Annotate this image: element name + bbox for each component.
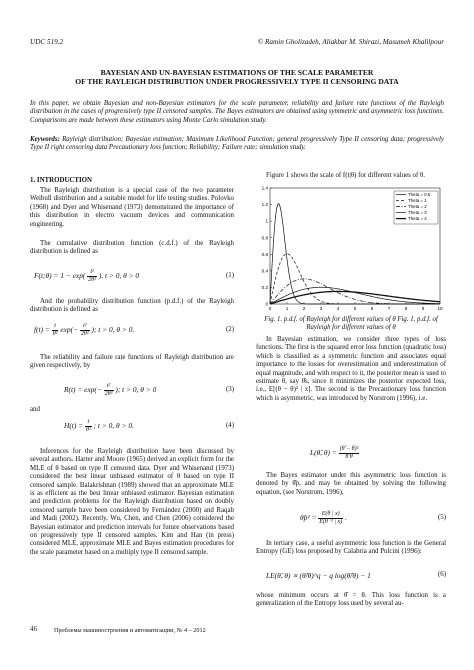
title-line-1: BAYESIAN AND UN-BAYESIAN ESTIMATIONS OF THE SCALE PARAMETER bbox=[100, 68, 374, 77]
x-tick-label: 4 bbox=[336, 306, 340, 311]
y-tick-label: 0.2 bbox=[261, 285, 268, 291]
figure-intro: Figure 1 shows the scale of f(t|θ) for different values of θ. bbox=[266, 172, 426, 179]
equation-5 bbox=[256, 504, 446, 532]
eq5-rhs: . bbox=[345, 513, 347, 523]
y-tick-label: 0.6 bbox=[261, 251, 268, 257]
abstract: In this paper, we obtain Bayesian and non-Bayesian estimators for the scale parameter, reliability and failure rate functions of the Rayleigh distribution in the cases of progressively type II censored samples. The Bayes estimators are obtained using symmetric and asymmetric loss functions. Comparisons are made between these estimators using Monte Carlo simulation study. bbox=[30, 100, 444, 124]
legend-label: Theta = 1 bbox=[408, 198, 427, 203]
eq4-den: θ² bbox=[86, 427, 91, 433]
y-tick-label: 1 bbox=[265, 218, 268, 224]
eq2-number: (2) bbox=[225, 326, 234, 333]
eq6-number: (6) bbox=[437, 571, 446, 578]
y-tick-label: 0.8 bbox=[261, 235, 268, 241]
eq3-den: 2θ² bbox=[104, 391, 113, 397]
eq2-rhs: ); t > 0, θ > 0. bbox=[91, 325, 135, 335]
eq3-num: t² bbox=[104, 383, 114, 391]
eq2-lhs: f(t) = bbox=[34, 325, 50, 335]
y-tick-label: 1.4 bbox=[261, 185, 268, 191]
author-line: © Ramin Gholizadeh, Aliakbar M. Shirazi, Masumeh Khalilpour bbox=[257, 38, 444, 46]
y-tick-label: 0 bbox=[265, 301, 268, 307]
x-tick-label: 9 bbox=[421, 306, 425, 311]
eq1-rhs: ), t > 0, θ > 0 bbox=[98, 271, 140, 281]
intro-paragraph-2: The cumulative distribution function (c.d.f.) of the Rayleigh distribution is defined as bbox=[30, 240, 234, 256]
y-tick-label: 0.4 bbox=[261, 268, 268, 274]
eq2-den2: 2θ² bbox=[80, 331, 89, 337]
legend-label: Theta = 0.5 bbox=[408, 192, 431, 197]
legend-label: Theta = 4 bbox=[408, 216, 427, 221]
eq1-lhs: F(t;θ) = 1 − exp( bbox=[34, 271, 86, 281]
equation-4 bbox=[30, 414, 234, 438]
eq5-number: (5) bbox=[437, 514, 446, 521]
loss-paragraph-1: In Bayesian estimation, we consider three types of loss functions. The first is the squared error loss function (quadratic loss) which is classified as a symmetric function and associates equal importance to the losses for overestimation and underestimation of equal magnitude, and with respect to it, the posterior mean is used to estimate θ, say θ̂s, since it minimizes the posterior expected loss, i.e., E[(θ − θ)² | x]. The second is the Precautionary loss function which is asymmetric, was introduced by Norstrom (1996), i.e. bbox=[256, 336, 446, 402]
eq2-mid: exp(− bbox=[60, 325, 79, 335]
eq3-number: (3) bbox=[225, 386, 234, 393]
eqloss-den: θ̂ θ bbox=[345, 454, 353, 460]
x-tick-label: 10 bbox=[437, 306, 443, 311]
x-tick-label: 6 bbox=[370, 306, 374, 311]
eq1-num: t² bbox=[87, 269, 97, 277]
x-tick-label: 0 bbox=[268, 306, 272, 311]
loss-paragraph-2: The Bayes estimator under this asymmetric loss function is denoted by θ̂p, and may be obtained by solving the following equation, (see Norstrom, 1996), bbox=[256, 472, 446, 496]
eq5-den: E(θ⁻¹ | x) bbox=[319, 519, 343, 525]
equation-1 bbox=[30, 264, 234, 286]
eq4-lhs: H(t) = bbox=[64, 421, 84, 431]
intro-paragraph-3: And the probability distribution function (p.d.f.) of the Rayleigh distribution is defined as bbox=[30, 298, 234, 314]
eq2-num: t bbox=[52, 323, 59, 331]
eq5-lhs: θ̂p² = bbox=[300, 513, 317, 523]
legend-label: Theta = 2 bbox=[408, 204, 427, 209]
figure-caption: Fig. 1. p.d.f. of Rayleigh for different values of θ Fig. 1. p.d.f. of Rayleigh for different values of θ bbox=[264, 316, 438, 332]
paper-title bbox=[28, 68, 446, 86]
x-tick-label: 7 bbox=[387, 306, 391, 311]
x-tick-label: 3 bbox=[319, 306, 323, 311]
eq6-body: LE(θ̂, θ) ∝ (θ̂/θ)^q − q log(θ̂/θ) − 1 bbox=[266, 571, 371, 580]
x-tick-label: 2 bbox=[302, 306, 306, 311]
intro-paragraph-4: The reliability and failure rate functions of Rayleigh distribution are given respectively, by bbox=[30, 354, 234, 370]
page-number: 46 bbox=[30, 626, 37, 633]
x-tick-label: 8 bbox=[404, 306, 408, 311]
eqloss-num: (θ̂ − θ)² bbox=[339, 446, 359, 452]
eq4-rhs: ; t > 0, θ > 0. bbox=[93, 421, 134, 431]
eq4-number: (4) bbox=[225, 422, 234, 429]
and-text: and bbox=[30, 406, 40, 413]
equation-3 bbox=[30, 378, 234, 402]
equation-loss bbox=[256, 440, 446, 466]
eq1-den: 2θ² bbox=[88, 277, 96, 283]
keywords bbox=[30, 136, 444, 153]
eq3-rhs: ); t > 0, θ > 0 bbox=[115, 385, 157, 395]
x-tick-label: 5 bbox=[353, 306, 357, 311]
keywords-text: Rayleigh distribution; Bayesian estimation; Maximum Likelihood Function; general progressively Type II censoring data; progressively Type II right censoring data Precautionary loss function; Reliability; Failure rate; simulation study. bbox=[30, 136, 444, 152]
equation-2 bbox=[30, 318, 234, 342]
y-tick-label: 1.2 bbox=[261, 202, 268, 208]
keywords-label: Keywords: bbox=[30, 136, 60, 143]
title-line-2: OF THE RAYLEIGH DISTRIBUTION UNDER PROGRESSIVELY TYPE II CENSORING DATA bbox=[75, 77, 399, 86]
figure-1-plot bbox=[256, 184, 446, 314]
x-tick-label: 1 bbox=[285, 306, 289, 311]
journal-footer: Проблемы машиностроения и автоматизации, № 4 – 2012 bbox=[54, 627, 206, 634]
legend-label: Theta = 3 bbox=[408, 210, 427, 215]
equation-6 bbox=[256, 566, 446, 586]
eqloss-lhs: L(θ̂, θ) = bbox=[310, 448, 337, 458]
eq2-den: θ² bbox=[52, 331, 58, 337]
intro-paragraph-1: The Rayleigh distribution is a special case of the two parameter Weibull distribution and a suitable model for life testing studies. Polovko (1968) and Dyer and Whisenand (1973) demonstrated the importance of this distribution in electro vacuum devices and communication engineering. bbox=[30, 187, 234, 228]
intro-paragraph-5: Inferences for the Rayleigh distribution have been discussed by several authors. Harter and Moore (1965) derived an explicit form for the MLE of θ based on type II censored data. Dyer and Whisenand (1973) considered the best linear unbiased estimator of θ based on type II censored sample. Balakrishnan (1989) showed that an approximate MLE is as efficient as the best linear unbiased estimator. Bayesian estimation and prediction problems for the Rayleigh distribution based on doubly censored sample have been considered by Fernández (2000) and Raqab and Madi (2002). Recently, Wu, Chen, and Chen (2006) considered the Bayesian estimator and prediction intervals for future observations based on progressively type II censored samples. Kim and Han (in press) considered MLE, approximate MLE and Bayes estimation procedures for the scale parameter based on a multiply type II censored sample. bbox=[30, 448, 234, 556]
loss-paragraph-4: whose minimum occurs at θ̂ = θ. This loss function is a generalization of the Entropy loss used by several au- bbox=[256, 592, 446, 608]
section-heading: 1. INTRODUCTION bbox=[30, 177, 93, 184]
eq5-num: E(θ | x) bbox=[318, 511, 343, 519]
eq4-num: t bbox=[85, 419, 92, 427]
eq1-number: (1) bbox=[225, 272, 234, 279]
loss-paragraph-3: In tertiary case, a useful asymmetric loss function is the General Entropy (GE) loss proposed by Calabria and Pulcini (1996): bbox=[256, 540, 446, 556]
eq3-lhs: R(t) = exp(− bbox=[64, 385, 102, 395]
udc-code: UDC 519.2 bbox=[30, 38, 64, 46]
eq2-num2: t² bbox=[80, 323, 90, 331]
